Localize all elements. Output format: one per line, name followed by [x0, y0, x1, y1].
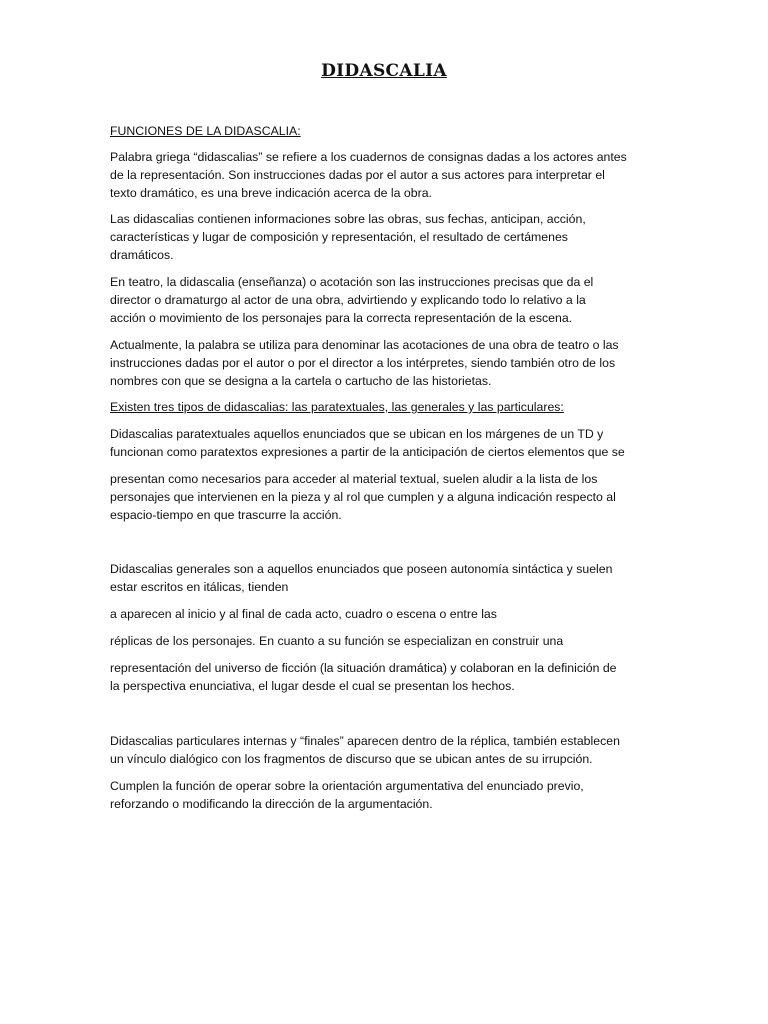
paragraph-line: representación del universo de ficción (la situación dramática) y colaboran en la definición de	[110, 661, 617, 675]
paragraph-3	[110, 273, 670, 327]
paragraph-line: texto dramático, es una breve indicación acerca de la obra.	[110, 186, 432, 200]
paragraph-line: Didascalias generales son a aquellos enunciados que poseen autonomía sintáctica y suelen	[110, 562, 613, 576]
paragraph-12	[110, 777, 670, 813]
heading-types: Existen tres tipos de didascalias: las paratextuales, las generales y las particulares:	[110, 400, 564, 414]
paragraph-4	[110, 336, 670, 390]
paragraph-line: la perspectiva enunciativa, el lugar desde el cual se presentan los hechos.	[110, 679, 515, 693]
paragraph-1	[110, 148, 670, 202]
paragraph-7	[110, 560, 670, 596]
paragraph-line: Actualmente, la palabra se utiliza para denominar las acotaciones de una obra de teatro o las	[110, 338, 619, 352]
paragraph-line: espacio-tiempo en que trascurre la acción.	[110, 508, 342, 522]
paragraph-line: a aparecen al inicio y al final de cada acto, cuadro o escena o entre las	[110, 607, 497, 621]
heading-functions: FUNCIONES DE LA DIDASCALIA:	[110, 124, 301, 138]
paragraph-line: director o dramaturgo al actor de una obra, advirtiendo y explicando todo lo relativo a la	[110, 293, 586, 307]
paragraph-line: En teatro, la didascalia (enseñanza) o acotación son las instrucciones precisas que da el	[110, 275, 594, 289]
paragraph-line: presentan como necesarios para acceder al material textual, suelen aludir a la lista de los	[110, 472, 598, 486]
paragraph-9	[110, 632, 670, 650]
paragraph-line: de la representación. Son instrucciones dadas por el autor a sus actores para interpretar el	[110, 168, 605, 182]
paragraph-line: un vínculo dialógico con los fragmentos de discurso que se ubican antes de su irrupción.	[110, 752, 593, 766]
paragraph-10	[110, 659, 670, 695]
paragraph-line: personajes que intervienen en la pieza y al rol que cumplen y a alguna indicación respecto al	[110, 490, 616, 504]
paragraph-line: réplicas de los personajes. En cuanto a su función se especializan en construir una	[110, 634, 564, 648]
paragraph-line: Palabra griega “didascalias” se refiere a los cuadernos de consignas dadas a los actores antes	[110, 150, 627, 164]
paragraph-line: Cumplen la función de operar sobre la orientación argumentativa del enunciado previo,	[110, 779, 584, 793]
paragraph-line: dramáticos.	[110, 248, 174, 262]
paragraph-line: funcionan como paratextos expresiones a partir de la anticipación de ciertos elementos que se	[110, 445, 625, 459]
paragraph-5	[110, 425, 670, 461]
paragraph-line: reforzando o modificando la dirección de la argumentación.	[110, 797, 433, 811]
paragraph-line: Didascalias particulares internas y “finales” aparecen dentro de la réplica, también establecen	[110, 734, 620, 748]
paragraph-line: nombres con que se designa a la cartela o cartucho de las historietas.	[110, 374, 492, 388]
paragraph-line: estar escritos en itálicas, tienden	[110, 580, 289, 594]
paragraph-line: características y lugar de composición y representación, el resultado de certámenes	[110, 230, 568, 244]
paragraph-line: Las didascalias contienen informaciones sobre las obras, sus fechas, anticipan, acción,	[110, 212, 586, 226]
paragraph-11	[110, 732, 670, 768]
paragraph-8	[110, 605, 670, 623]
paragraph-2	[110, 210, 670, 264]
paragraph-line: Didascalias paratextuales aquellos enunciados que se ubican en los márgenes de un TD y	[110, 427, 604, 441]
paragraph-6	[110, 470, 670, 524]
document-title: DIDASCALIA	[321, 61, 447, 81]
paragraph-line: instrucciones dadas por el autor o por el director a los intérpretes, siendo también otro de los	[110, 356, 616, 370]
paragraph-line: acción o movimiento de los personajes para la correcta representación de la escena.	[110, 311, 573, 325]
